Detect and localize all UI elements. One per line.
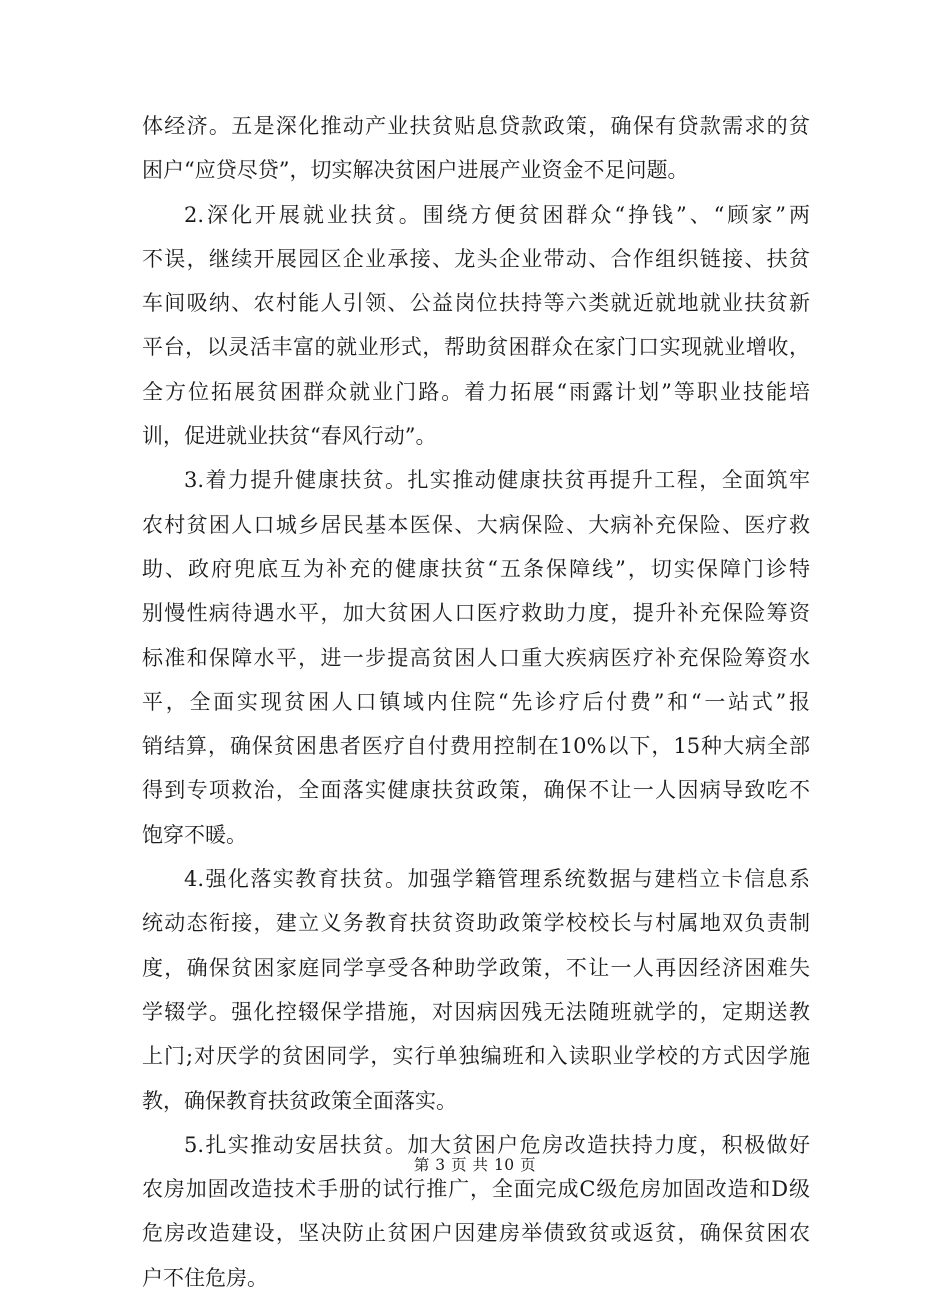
text-line: 得到专项救治，全面落实健康扶贫政策，确保不让一人因病导致吃不 (142, 778, 810, 803)
text-line: 不误，继续开展园区企业承接、龙头企业带动、合作组织链接、扶贫 (142, 246, 810, 271)
text-line: 度，确保贫困家庭同学享受各种助学政策，不让一人再因经济困难失 (142, 955, 810, 980)
paragraph-heading-line: 5.扎实推动安居扶贫。加大贫困户危房改造扶持力度，积极做好 (184, 1132, 810, 1157)
document-body (142, 104, 810, 1300)
text-line: 饱穿不暖。 (142, 822, 247, 847)
page-number-footer: 第 3 页 共 10 页 (413, 1156, 537, 1174)
paragraph-heading-line: 3.着力提升健康扶贫。扎实推动健康扶贫再提升工程，全面筑牢 (184, 468, 810, 493)
text-line: 统动态衔接，建立义务教育扶贫资助政策学校校长与村属地双负责制 (142, 911, 810, 936)
text-line: 训，促进就业扶贫“春风行动”。 (142, 424, 437, 449)
text-line: 助、政府兜底互为补充的健康扶贫“五条保障线”，切实保障门诊特 (142, 556, 810, 581)
text-line: 困户“应贷尽贷”，切实解决贫困户进展产业资金不足问题。 (142, 158, 689, 183)
text-line: 体经济。五是深化推动产业扶贫贴息贷款政策，确保有贷款需求的贫 (142, 114, 810, 138)
text-line: 农村贫困人口城乡居民基本医保、大病保险、大病补充保险、医疗救 (142, 512, 810, 537)
text-line: 别慢性病待遇水平，加大贫困人口医疗救助力度，提升补充保险筹资 (142, 601, 810, 626)
text-line: 农房加固改造技术手册的试行推广，全面完成C级危房加固改造和D级 (142, 1177, 810, 1202)
paragraph-heading-line: 4.强化落实教育扶贫。加强学籍管理系统数据与建档立卡信息系 (184, 867, 810, 892)
text-line: 危房改造建设，坚决防止贫困户因建房举债致贫或返贫，确保贫困农 (142, 1221, 810, 1246)
text-line: 学辍学。强化控辍保学措施，对因病因残无法随班就学的，定期送教 (142, 999, 810, 1024)
text-line: 标准和保障水平，进一步提高贫困人口重大疾病医疗补充保险筹资水 (142, 645, 810, 670)
text-line: 平，全面实现贫困人口镇域内住院“先诊疗后付费”和“一站式”报 (142, 689, 810, 714)
text-line: 销结算，确保贫困患者医疗自付费用控制在10%以下，15种大病全部 (142, 734, 810, 759)
text-line: 平台，以灵活丰富的就业形式，帮助贫困群众在家门口实现就业增收， (142, 335, 810, 360)
text-line: 教，确保教育扶贫政策全面落实。 (142, 1088, 457, 1113)
paragraph-heading-line: 2.深化开展就业扶贫。围绕方便贫困群众“挣钱”、“顾家”两 (184, 202, 810, 227)
text-line: 全方位拓展贫困群众就业门路。着力拓展“雨露计划”等职业技能培 (142, 379, 810, 404)
text-line: 户不住危房。 (142, 1265, 268, 1290)
text-line: 车间吸纳、农村能人引领、公益岗位扶持等六类就近就地就业扶贫新 (142, 291, 810, 316)
text-line: 上门;对厌学的贫困同学，实行单独编班和入读职业学校的方式因学施 (142, 1044, 810, 1069)
